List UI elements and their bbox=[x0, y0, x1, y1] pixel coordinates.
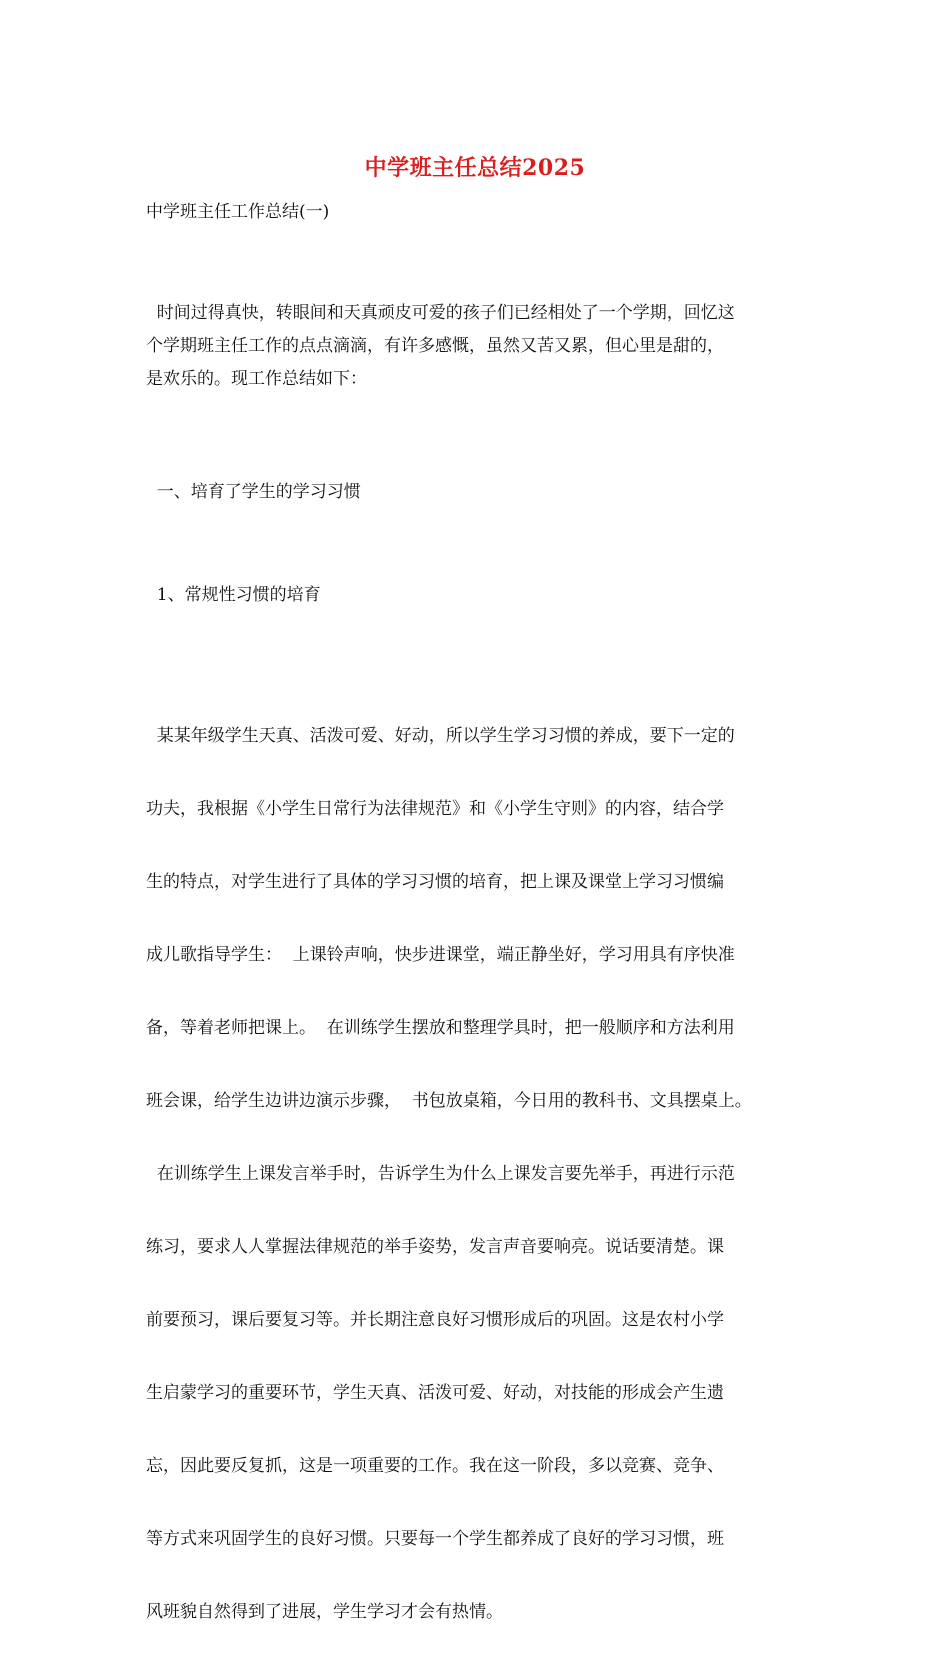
body-line: 风班貌自然得到了进展，学生学习才会有热情。 bbox=[146, 1602, 503, 1622]
intro-paragraph bbox=[146, 297, 826, 396]
body-line: 等方式来巩固学生的良好习惯。只要每一个学生都养成了良好的学习习惯，班 bbox=[146, 1529, 724, 1549]
section-heading: 一、培育了学生的学习习惯 bbox=[146, 482, 361, 502]
intro-line: 是欢乐的。现工作总结如下： bbox=[146, 369, 367, 389]
document-subtitle: 中学班主任工作总结(一) bbox=[146, 202, 330, 222]
body-line: 功夫，我根据《小学生日常行为法律规范》和《小学生守则》的内容，结合学 bbox=[146, 799, 724, 819]
body-line: 生的特点，对学生进行了具体的学习习惯的培育，把上课及课堂上学习习惯编 bbox=[146, 872, 724, 892]
subsection-heading: 1、常规性习惯的培育 bbox=[146, 585, 321, 605]
body-line: 忘，因此要反复抓，这是一项重要的工作。我在这一阶段，多以竞赛、竞争、 bbox=[146, 1456, 724, 1476]
body-line: 某某年级学生天真、活泼可爱、好动，所以学生学习习惯的养成，要下一定的 bbox=[146, 726, 735, 746]
body-line: 生启蒙学习的重要环节，学生天真、活泼可爱、好动，对技能的形成会产生遗 bbox=[146, 1383, 724, 1403]
intro-line: 个学期班主任工作的点点滴滴，有许多感慨，虽然又苦又累，但心里是甜的， bbox=[146, 336, 724, 356]
document-title: 中学班主任总结2025 bbox=[364, 155, 586, 181]
body-line: 在训练学生上课发言举手时，告诉学生为什么上课发言要先举手，再进行示范 bbox=[146, 1164, 735, 1184]
body-paragraph bbox=[146, 680, 826, 1669]
body-line: 练习，要求人人掌握法律规范的举手姿势，发言声音要响亮。说话要清楚。课 bbox=[146, 1237, 724, 1257]
body-line: 成儿歌指导学生： 上课铃声响，快步进课堂，端正静坐好，学习用具有序快准 bbox=[146, 945, 735, 965]
body-line: 班会课，给学生边讲边演示步骤， 书包放桌箱，今日用的教科书、文具摆桌上。 bbox=[146, 1091, 752, 1111]
body-line: 前要预习，课后要复习等。并长期注意良好习惯形成后的巩固。这是农村小学 bbox=[146, 1310, 724, 1330]
intro-line: 时间过得真快，转眼间和天真顽皮可爱的孩子们已经相处了一个学期，回忆这 bbox=[146, 303, 735, 323]
body-line: 备，等着老师把课上。 在训练学生摆放和整理学具时，把一般顺序和方法利用 bbox=[146, 1018, 735, 1038]
